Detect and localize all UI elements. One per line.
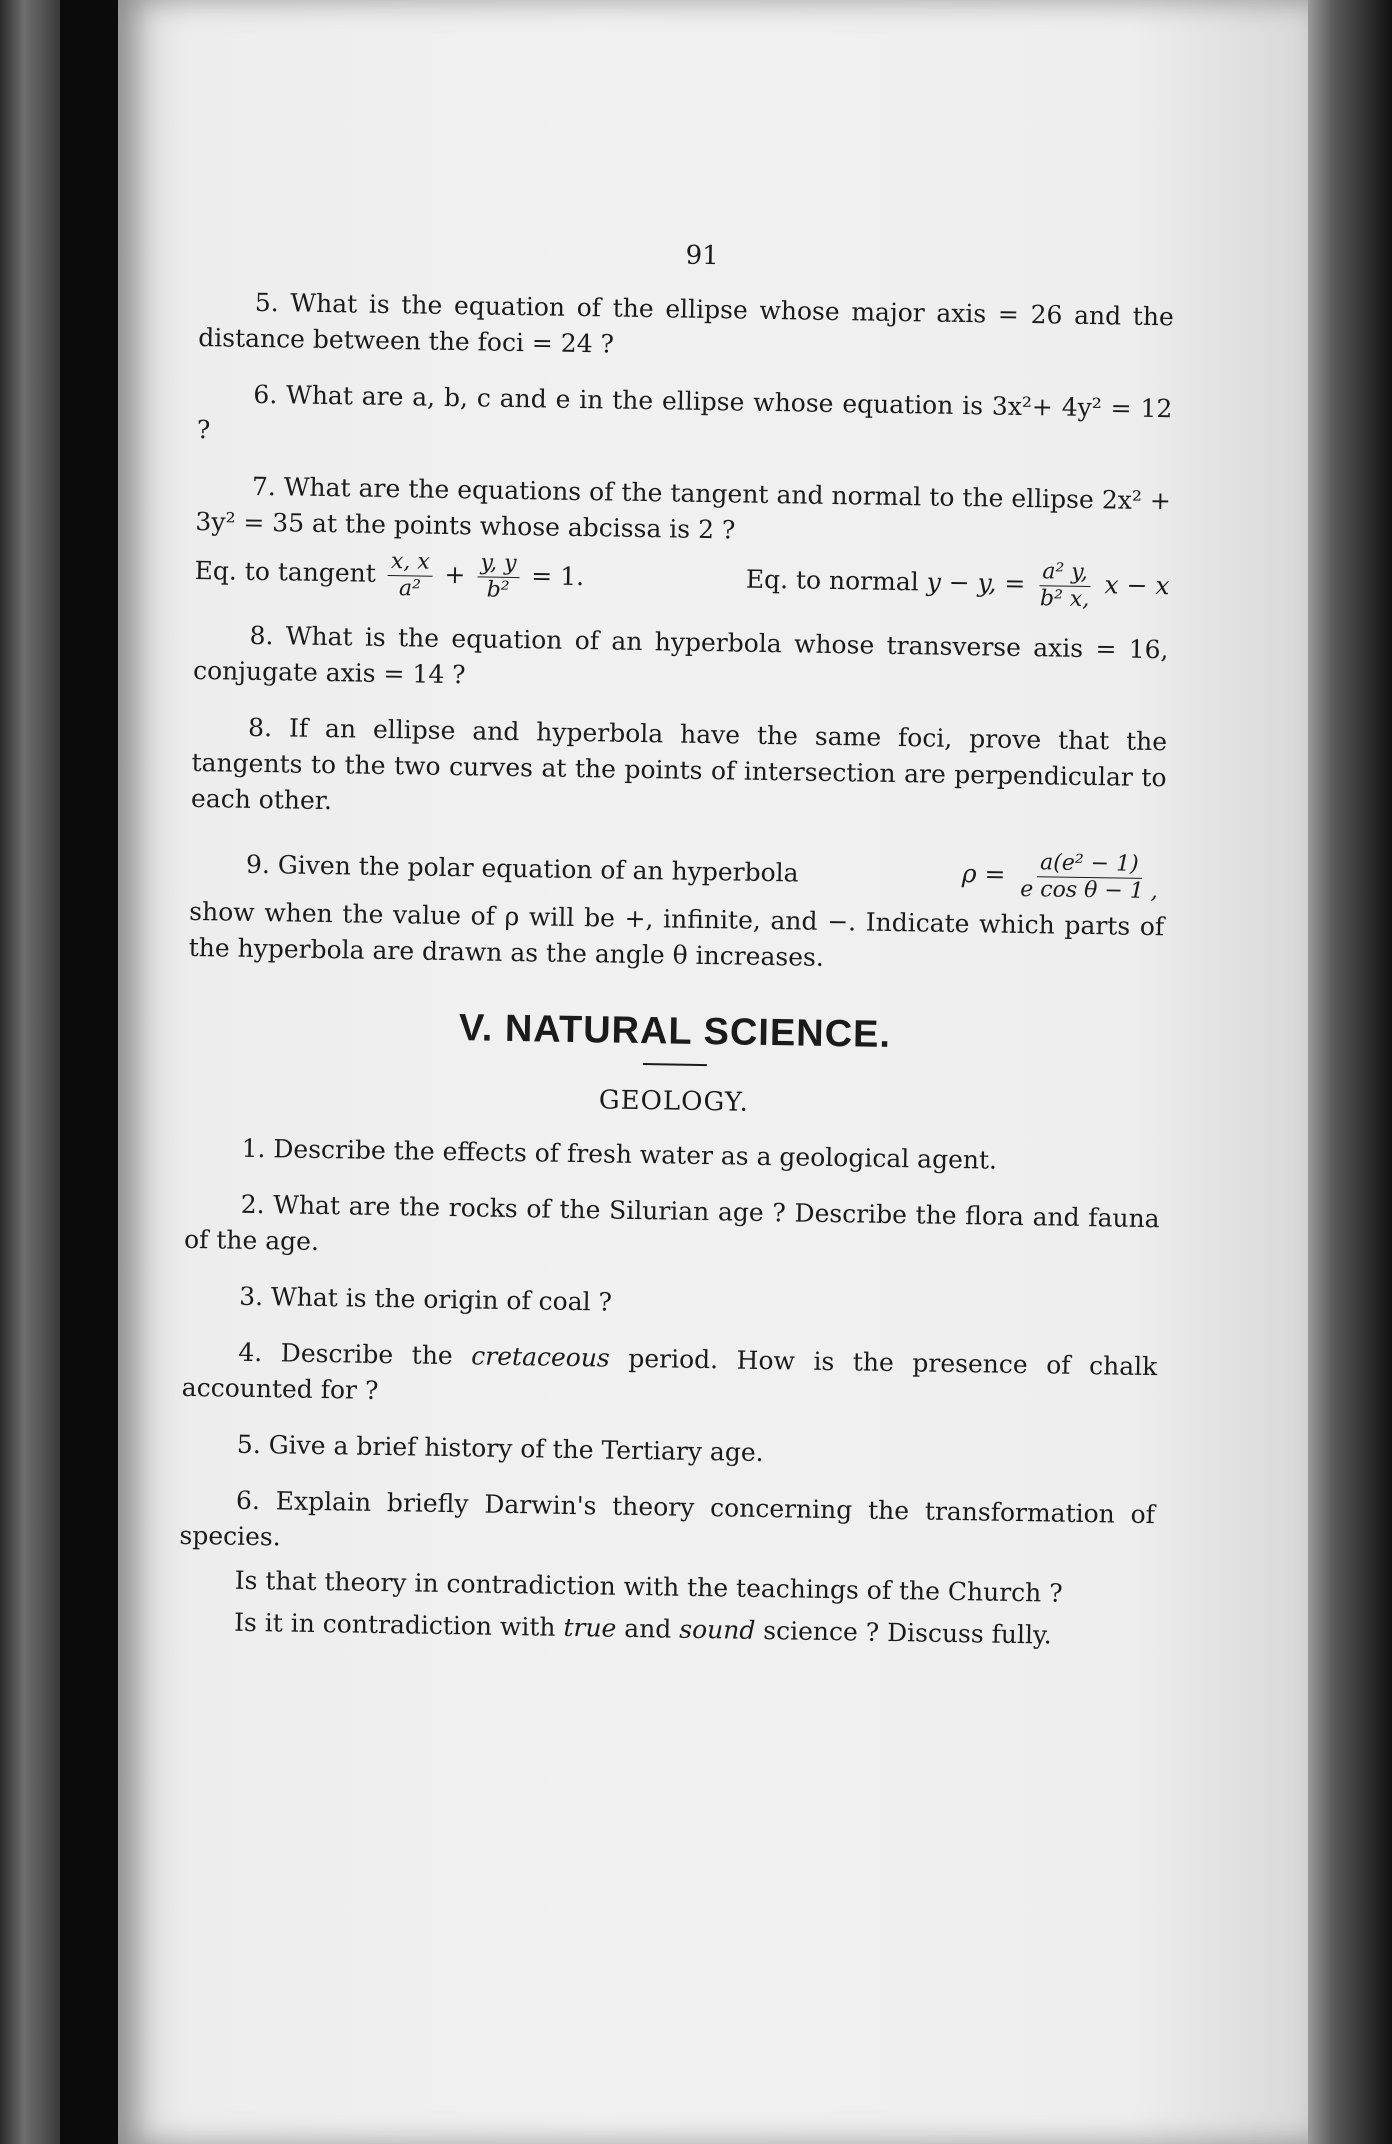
tangent-fraction-1: $\frac{x, x}{\text{a²}}$	[387, 549, 433, 603]
page-number: 91	[685, 240, 719, 272]
normal-fraction: $\frac{\text{a² y,}}{\text{b² x,}}$	[1039, 559, 1090, 613]
subsection-title: GEOLOGY.	[598, 1085, 750, 1118]
polar-equation: ρ = $\frac{\text{a(e² − 1)}}{\text{e cos θ − 1 ,}}$	[961, 849, 1165, 905]
normal-label: Eq. to normal	[745, 564, 919, 597]
closing-line-1: Is that theory in contradiction with the teachings of the Church ?	[234, 1565, 1063, 1608]
geology-question-5: 5. Give a brief history of the Tertiary age.	[236, 1429, 764, 1468]
tangent-equation: Eq. to tangent $\frac{x, x}{\text{a²}}$ + $\frac{y, y}{\text{b²}}$ = 1.	[194, 549, 585, 603]
tangent-label: Eq. to tangent	[194, 555, 377, 588]
geology-question-1: 1. Describe the effects of fresh water as a geological agent.	[241, 1133, 998, 1175]
geology-question-3: 3. What is the origin of coal ?	[239, 1281, 613, 1317]
question-9-lead: 9. Given the polar equation of an hyperbola	[245, 849, 799, 887]
question-8-hyperbola: 8. What is the equation of an hyperbola whose transverse axis = 16, conjugate axis = 14 ?	[192, 620, 1169, 690]
question-6: 6. What are a, b, c and e in the ellipse whose equation is 3x²+ 4y² = 12 ?	[196, 379, 1173, 445]
equation-line	[194, 546, 1170, 614]
closing-line-2: Is it in contradiction with true and sound science ? Discuss fully.	[233, 1607, 1052, 1650]
section-title: V. NATURAL SCIENCE.	[458, 1007, 892, 1056]
book-spine-shadow	[0, 0, 60, 2144]
page-content	[178, 230, 1175, 1661]
question-5: 5. What is the equation of the ellipse whose major axis = 26 and the distance between the foci = 24 ?	[198, 287, 1174, 359]
page-edge-shadow	[1308, 0, 1392, 2144]
question-7: 7. What are the equations of the tangent and normal to the ellipse 2x² + 3y² = 35 at the points whose abcissa is 2 ?	[195, 471, 1172, 545]
polar-fraction: $\frac{\text{a(e² − 1)}}{\text{e cos θ − 1 ,}}$	[1020, 850, 1158, 905]
tangent-fraction-2: $\frac{y, y}{\text{b²}}$	[477, 550, 520, 604]
geology-question-6: 6. Explain briefly Darwin's theory concerning the transformation of species.	[179, 1485, 1156, 1552]
question-9-body: show when the value of ρ will be +, infinite, and −. Indicate which parts of the hyperbola are drawn as the angle θ increases.	[188, 896, 1165, 972]
divider	[642, 1063, 706, 1066]
geology-question-4: 4. Describe the cretaceous period. How is the presence of chalk accounted for ?	[181, 1337, 1158, 1405]
geology-question-2: 2. What are the rocks of the Silurian age ? Describe the flora and fauna of the age.	[183, 1189, 1160, 1256]
normal-equation: Eq. to normal y − y, = $\frac{\text{a² y,}}{\text{b² x,}}$ x − x	[745, 559, 1170, 613]
question-8-foci: 8. If an ellipse and hyperbola have the same foci, prove that the tangents to the two curves at the points of intersection are perpendicular to each other.	[190, 712, 1168, 816]
question-9-polar	[190, 837, 1166, 905]
